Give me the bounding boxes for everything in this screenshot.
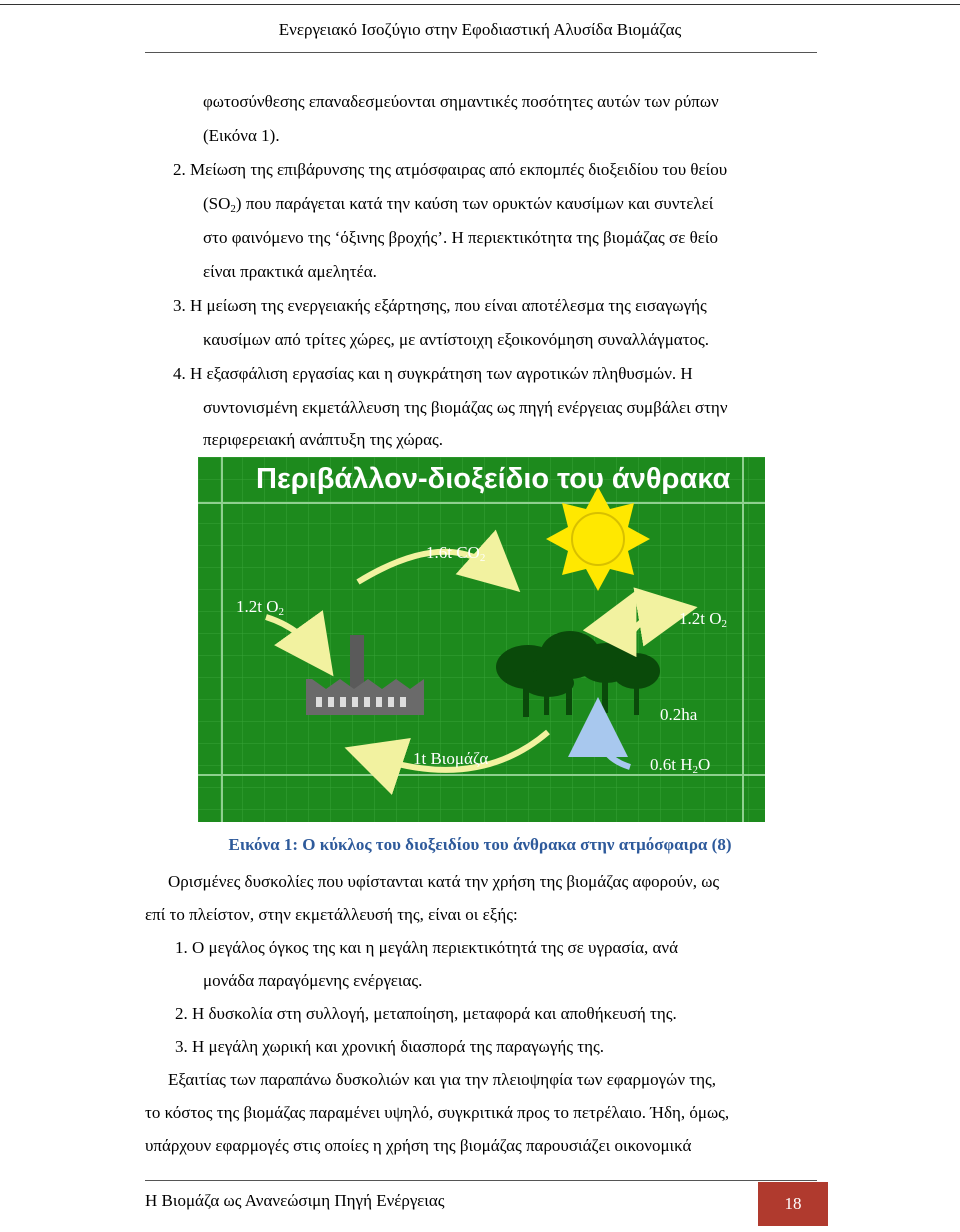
text-line: καυσίμων από τρίτες χώρες, με αντίστοιχη εξοικονόμηση συναλλάγματος. (203, 330, 710, 349)
header-rule (145, 52, 817, 53)
page-number-badge (758, 1182, 828, 1226)
text-line: (Εικόνα 1). (203, 126, 280, 145)
text-line: είναι πρακτικά αμελητέα. (203, 262, 377, 281)
text-line: 1. Ο μεγάλος όγκος της και η μεγάλη περιεκτικότητά της σε υγρασία, ανά (175, 938, 679, 957)
co2-label: 1.6t CO2 (426, 543, 486, 564)
text-line: Εξαιτίας των παραπάνω δυσκολιών και για την πλειοψηφία των εφαρμογών της, (168, 1070, 716, 1089)
text-line: συντονισμένη εκμετάλλευση της βιομάζας ως πηγή ενέργειας συμβάλει στην (203, 398, 728, 417)
text-line: 2. Η δυσκολία στη συλλογή, μεταποίηση, μεταφορά και αποθήκευσή της. (175, 1004, 677, 1023)
biomass-label: 1t Βιομάζα (413, 749, 489, 768)
footer-rule (145, 1180, 817, 1181)
text-line: στο φαινόμενο της ‘όξινης βροχής’. Η περιεκτικότητα της βιομάζας σε θείο (203, 228, 718, 247)
text-fragment: ) που παράγεται κατά την καύση των ορυκτών καυσίμων και συντελεί (235, 194, 714, 213)
text-line: Ορισμένες δυσκολίες που υφίστανται κατά την χρήση της βιομάζας αφορούν, ως (168, 872, 720, 891)
area-label: 0.2ha (660, 705, 698, 724)
text-line: το κόστος της βιομάζας παραμένει υψηλό, συγκριτικά προς το πετρέλαιο. Ήδη, όμως, (145, 1103, 730, 1122)
subscript: 2 (230, 203, 236, 215)
o2-right-label: 1.2t O2 (679, 609, 727, 630)
text-line: μονάδα παραγόμενης ενέργειας. (203, 971, 423, 990)
water-label: 0.6t H2O (650, 755, 711, 776)
carbon-cycle-figure (198, 457, 765, 822)
page-number: 18 (784, 1194, 802, 1213)
top-rule (0, 4, 960, 5)
text-line: επί το πλείστον, στην εκμετάλλευσή της, είναι οι εξής: (145, 905, 518, 924)
o2-left-label: 1.2t O2 (236, 597, 284, 618)
figure-caption: Εικόνα 1: Ο κύκλος του διοξειδίου του άνθρακα στην ατμόσφαιρα (8) (228, 835, 732, 854)
running-header: Ενεργειακό Ισοζύγιο στην Εφοδιαστική Αλυσίδα Βιομάζας (278, 20, 682, 39)
text-line: υπάρχουν εφαρμογές στις οποίες η χρήση της βιομάζας παρουσιάζει οικονομικά (145, 1136, 692, 1155)
text-line: 3. Η μεγάλη χωρική και χρονική διασπορά της παραγωγής της. (175, 1037, 604, 1056)
text-line: 3. Η μείωση της ενεργειακής εξάρτησης, που είναι αποτέλεσμα της εισαγωγής (173, 296, 707, 315)
text-line: φωτοσύνθεσης επαναδεσμεύονται σημαντικές ποσότητες αυτών των ρύπων (203, 92, 719, 111)
text-line: περιφερειακή ανάπτυξη της χώρας. (203, 430, 444, 449)
text-fragment: (SO (203, 194, 231, 213)
running-footer: Η Βιομάζα ως Ανανεώσιμη Πηγή Ενέργειας (145, 1191, 445, 1210)
text-line (203, 194, 713, 219)
figure-title: Περιβάλλον-διοξείδιο του άνθρακα (256, 463, 731, 495)
text-line: 4. Η εξασφάλιση εργασίας και η συγκράτηση των αγροτικών πληθυσμών. Η (173, 364, 693, 383)
text-line: 2. Μείωση της επιβάρυνσης της ατμόσφαιρας από εκπομπές διοξειδίου του θείου (173, 160, 728, 179)
